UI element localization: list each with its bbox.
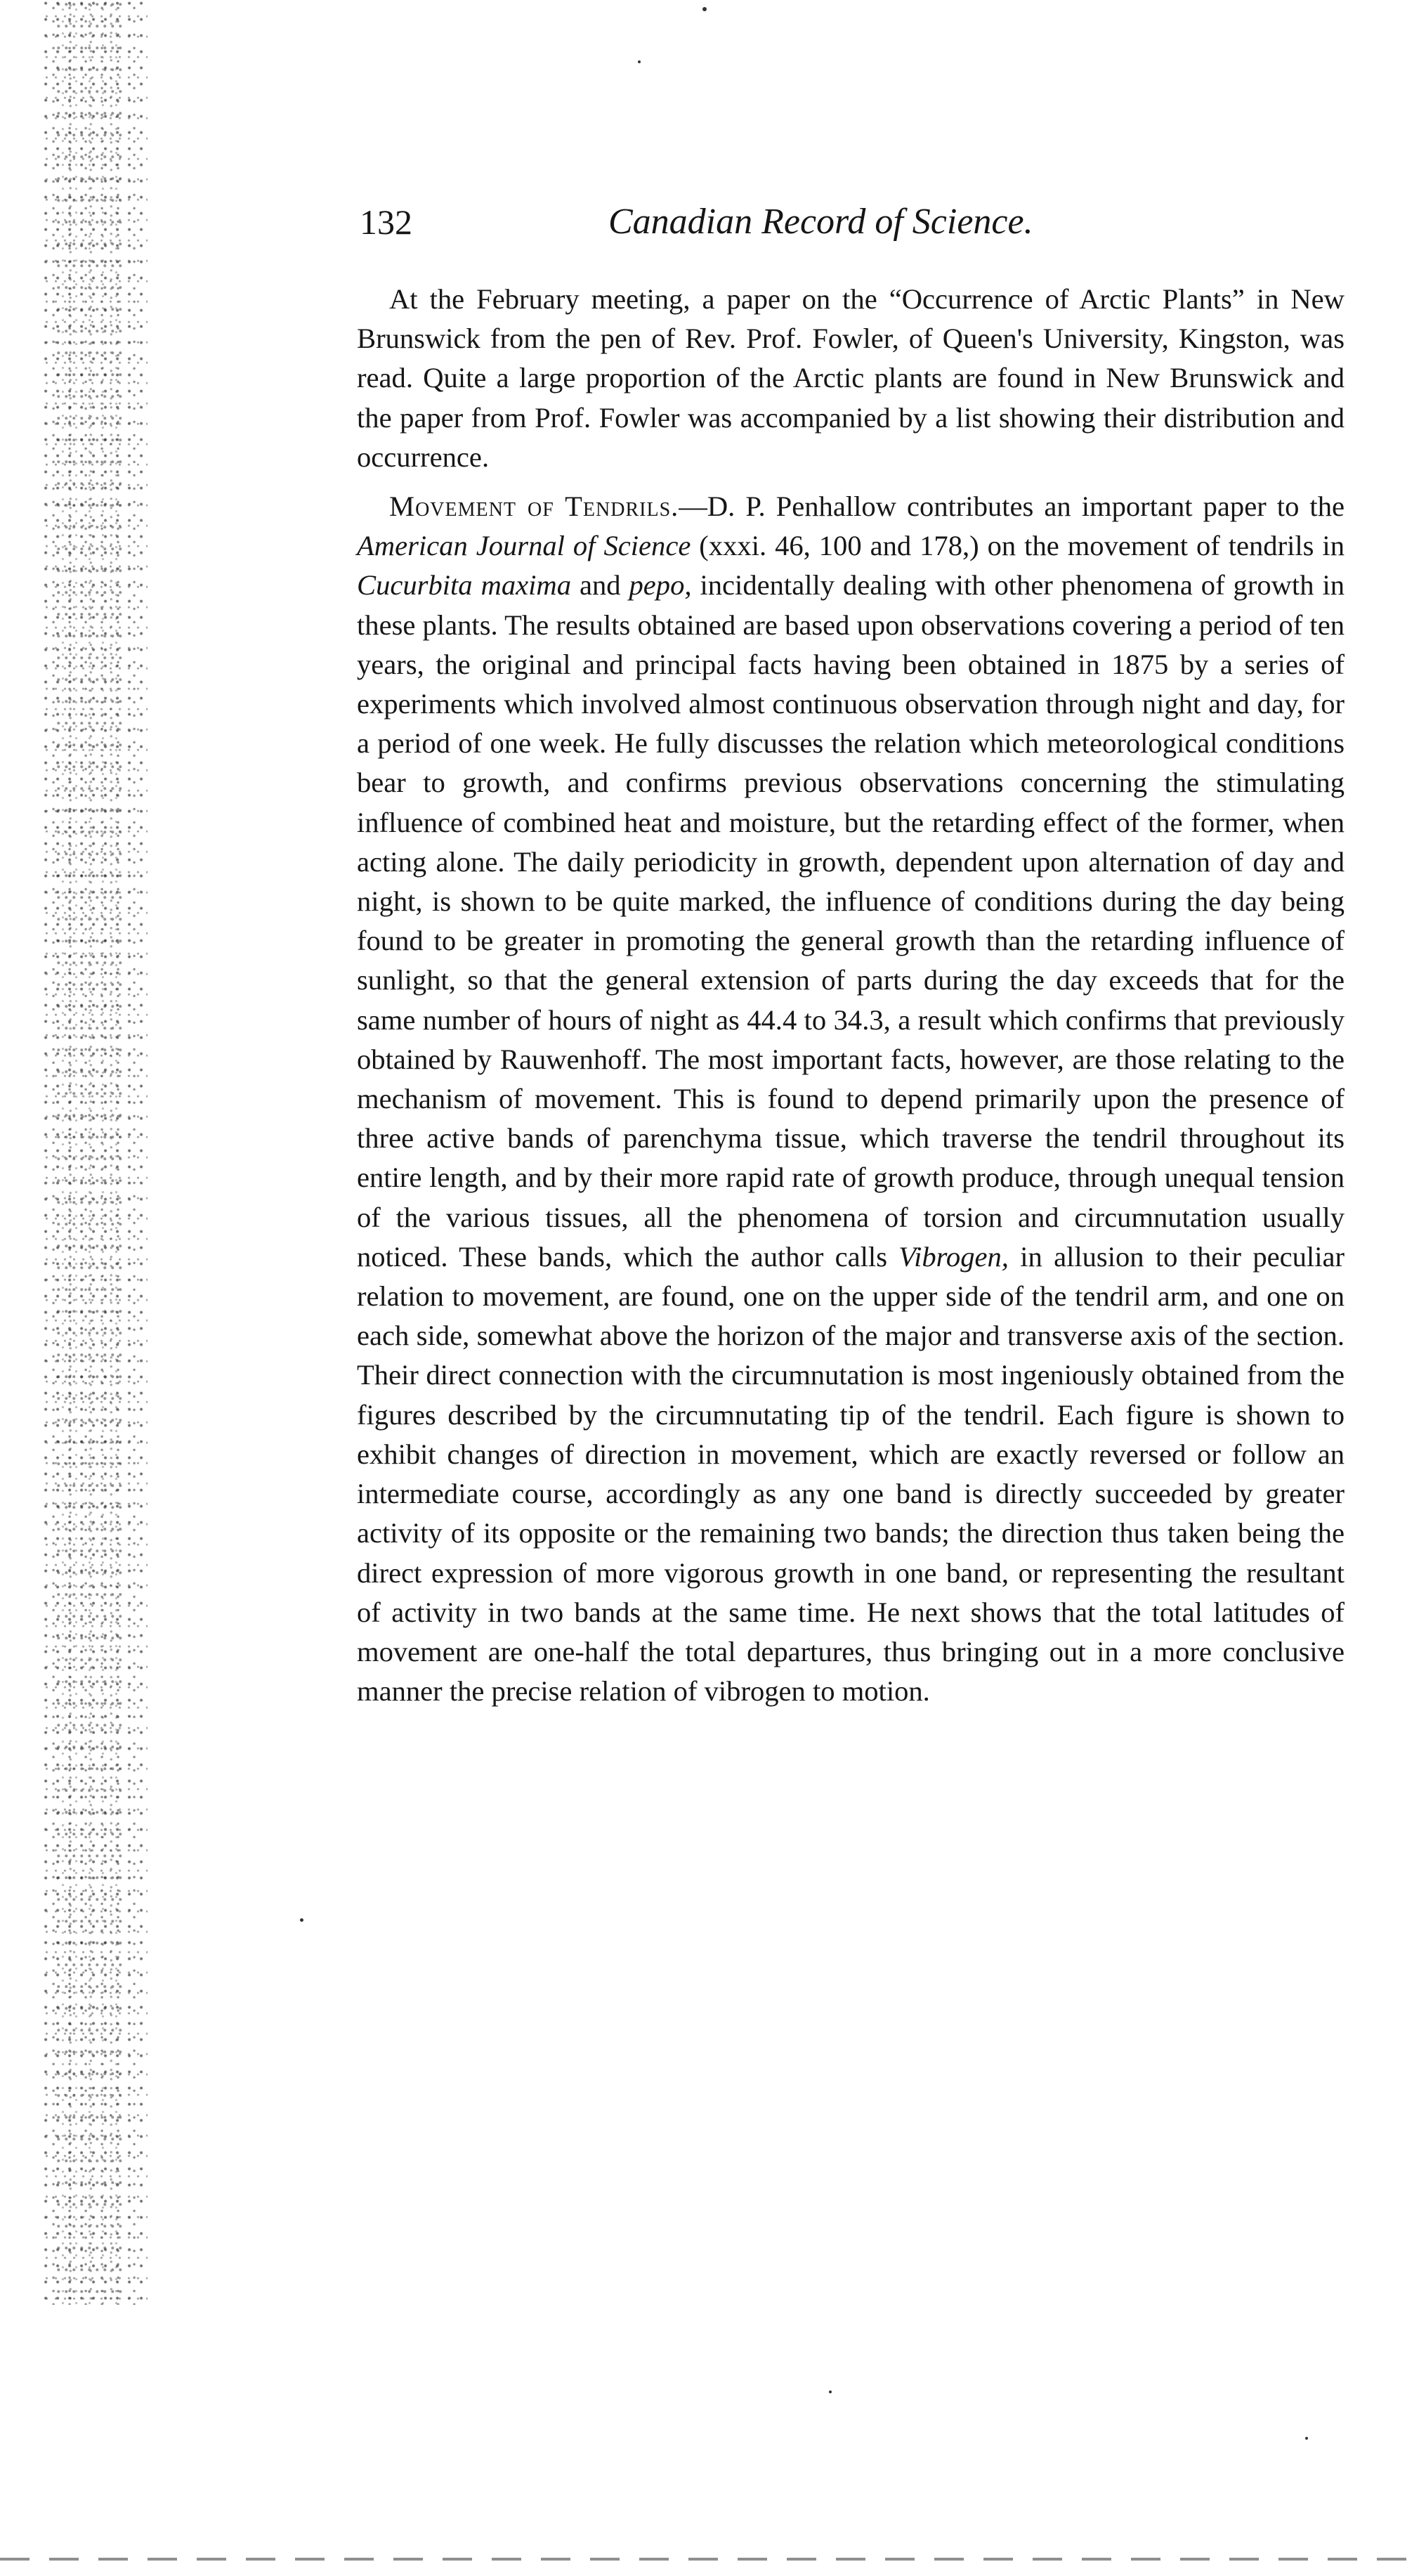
paragraph-text-segment: (xxxi. 46, 100 and 178,) on the movement of tendrils in <box>691 530 1345 562</box>
scan-speck <box>829 2390 832 2393</box>
bottom-dashed-rule <box>0 2558 1426 2561</box>
section-heading: Movement of Tendrils. <box>389 490 679 523</box>
running-title: Canadian Record of Science. <box>608 202 1033 242</box>
term-vibrogen: Vibrogen, <box>898 1240 1009 1273</box>
species-name: Cucurbita maxima <box>357 569 571 601</box>
margin-speckle-noise-secondary <box>56 0 126 2305</box>
paragraph-arctic-plants: At the February meeting, a paper on the “Occurrence of Arctic Plants” in New Brunswick from the pen of Rev. Prof. Fowler, of Queen's University, Kingston, was read. Quite a large proportion of the Arctic plants are found in New Brunswick and the paper from Prof. Fowler was accompanied by a list showing their distribution and occurrence. <box>357 283 1345 473</box>
page-number: 132 <box>360 202 412 242</box>
species-name-pepo: pepo, <box>629 569 692 601</box>
paragraph-text-segment: in allusion to their peculiar relation to movement, are found, one on the upper side of the tendril arm, and one on each side, somewhat above the horizon of the major and transverse axis of the section. Their direct connection with the circumnutation is most ingeniously obtained from the figures described by the circumnutating tip of the tendril. Each figure is shown to exhibit changes of direction in movement, which are exactly reversed or follow an intermediate course, accordingly as any one band is directly succeeded by greater activity of its opposite or the remaining two bands; the direction thus taken being the direct expression of more vigorous growth in one band, or representing the resultant of activity in two bands at the same time. He next shows that the total latitudes of movement are one-half the total departures, thus bringing out in a more conclusive manner the precise relation of vibrogen to motion. <box>357 1240 1345 1707</box>
journal-title: American Journal of Science <box>357 530 691 562</box>
paragraph-text-segment: incidentally dealing with other phenomena of growth in these plants. The results obtained are based upon observations covering a period of ten years, the original and principal facts having been obtained in 1875 by a series of experiments which involved almost continuous observation through night and day, for a period of one week. He fully discusses the relation which meteorological conditions bear to growth, and confirms previous observations concerning the stimulating influence of combined heat and moisture, but the retarding effect of the former, when acting alone. The daily periodicity in growth, dependent upon alternation of day and night, is shown to be quite marked, the influence of conditions during the day being found to be greater in promoting the general growth than the retarding influence of sunlight, so that the general extension of parts during the day exceeds that for the same number of hours of night as 44.4 to 34.3, a result which confirms that previously obtained by Rauwenhoff. The most important facts, however, are those relating to the mechanism of movement. This is found to depend primarily upon the presence of three active bands of parenchyma tissue, which traverse the tendril throughout its entire length, and by their more rapid rate of growth produce, through unequal tension of the various tissues, all the phenomena of torsion and circumnutation usually noticed. These bands, which the author calls <box>357 569 1345 1273</box>
paragraph-text-segment: —D. P. Penhallow contributes an important paper to the <box>679 490 1345 523</box>
scan-speck <box>1305 2437 1308 2440</box>
scan-speck <box>638 60 641 63</box>
scan-speck <box>300 1918 303 1922</box>
article-body <box>357 280 1345 1721</box>
scan-speck <box>702 7 707 11</box>
paragraph-movement-of-tendrils <box>357 487 1345 1711</box>
paragraph-text-segment: and <box>571 569 629 601</box>
page-header <box>360 201 1329 250</box>
